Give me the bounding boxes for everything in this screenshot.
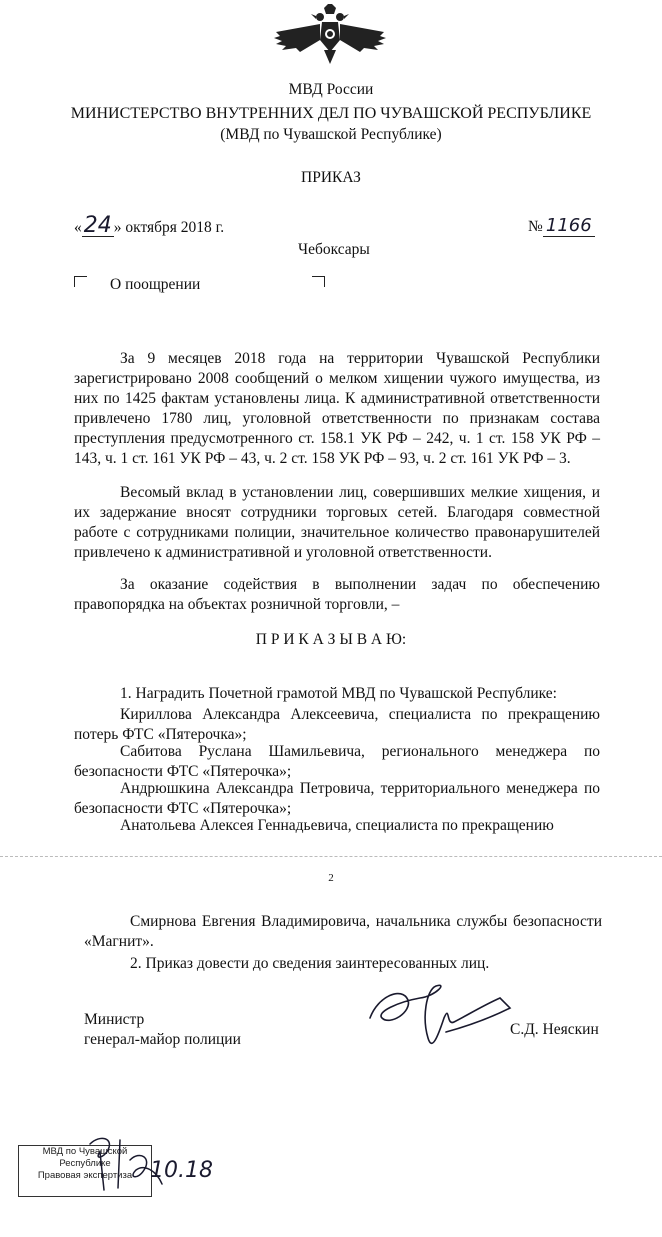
date-open-quote: « (74, 219, 82, 236)
ministry-full: МИНИСТЕРСТВО ВНУТРЕННИХ ДЕЛ ПО ЧУВАШСКОЙ РЕСПУБЛИКЕ (70, 105, 592, 122)
paragraph-reason: За оказание содействия в выполнении задач по обеспечению правопорядка на объектах розничной торговли, – (74, 576, 600, 613)
paragraph-contribution: Весомый вклад в установлении лиц, совершивших мелкие хищения, и их задержание вносят сотрудники торговых сетей. Благодаря совместной работе с сотрудниками полиции, значительное количество правонарушителей привлечено к административной и уголовной ответственности. (74, 484, 600, 561)
paragraph-statistics: За 9 месяцев 2018 года на территории Чувашской Республики зарегистрировано 2008 сообщений о мелком хищении чужого имущества, из них по 1425 фактам установлены лица. К административной ответственности привлечено 1780 лиц, уголовной ответственности по признакам состава преступления предусмотренного ст. 158.1 УК РФ – 242, ч. 1 ст. 158 УК РФ – 143, ч. 1 ст. 161 УК РФ – 43, ч. 2 ст. 158 УК РФ – 93, ч. 2 ст. 161 УК РФ – 3. (74, 350, 600, 467)
awardee-1: Кириллова Александра Алексеевича, специалиста по прекращению потерь ФТС «Пятерочка»; (74, 706, 600, 743)
page-divider (0, 856, 662, 857)
handwritten-signature-icon (350, 978, 520, 1060)
subject-bracket-right (312, 276, 325, 287)
subject-bracket-left (74, 276, 87, 287)
stamp-line-2: Республике (59, 1158, 111, 1169)
date-day-handwritten: 24 (83, 213, 112, 238)
signatory-name: С.Д. Неяскин (510, 1021, 599, 1038)
order-word: П Р И К А З Ы В А Ю: (255, 631, 407, 648)
stamp-handwritten-date: 10.18 (150, 1158, 213, 1183)
city: Чебоксары (298, 241, 370, 258)
doc-type: ПРИКАЗ (301, 169, 361, 186)
page-number: 2 (328, 872, 334, 884)
order-date (74, 213, 225, 238)
number-handwritten: 1166 (543, 216, 595, 237)
ministry-short: МВД России (288, 81, 374, 98)
ministry-abbr: (МВД по Чувашской Республике) (220, 126, 442, 143)
awardee-4-start: Анатольева Алексея Геннадьевича, специалиста по прекращению (120, 817, 554, 834)
awardee-2: Сабитова Руслана Шамильевича, регионального менеджера по безопасности ФТС «Пятерочка»; (74, 743, 600, 780)
awardee-3: Андрюшкина Александра Петровича, территориального менеджера по безопасности ФТС «Пятерочка»; (74, 780, 600, 817)
signatory-position: Министр (84, 1011, 145, 1028)
date-rest: » октября 2018 г. (113, 219, 225, 236)
number-prefix: № (528, 218, 543, 235)
stamp-line-3: Правовая экспертиза (37, 1170, 133, 1181)
awardee-5: Смирнова Евгения Владимировича, начальника службы безопасности «Магнит». (84, 913, 602, 950)
signatory-rank: генерал-майор полиции (84, 1031, 241, 1048)
order-number (528, 216, 595, 237)
stamp-line-1: МВД по Чувашской (42, 1146, 128, 1157)
order-item-1: 1. Наградить Почетной грамотой МВД по Чувашской Республике: (120, 685, 557, 702)
order-item-2: 2. Приказ довести до сведения заинтересованных лиц. (130, 955, 490, 972)
eagle-emblem-icon (270, 4, 390, 68)
subject: О поощрении (110, 276, 201, 293)
